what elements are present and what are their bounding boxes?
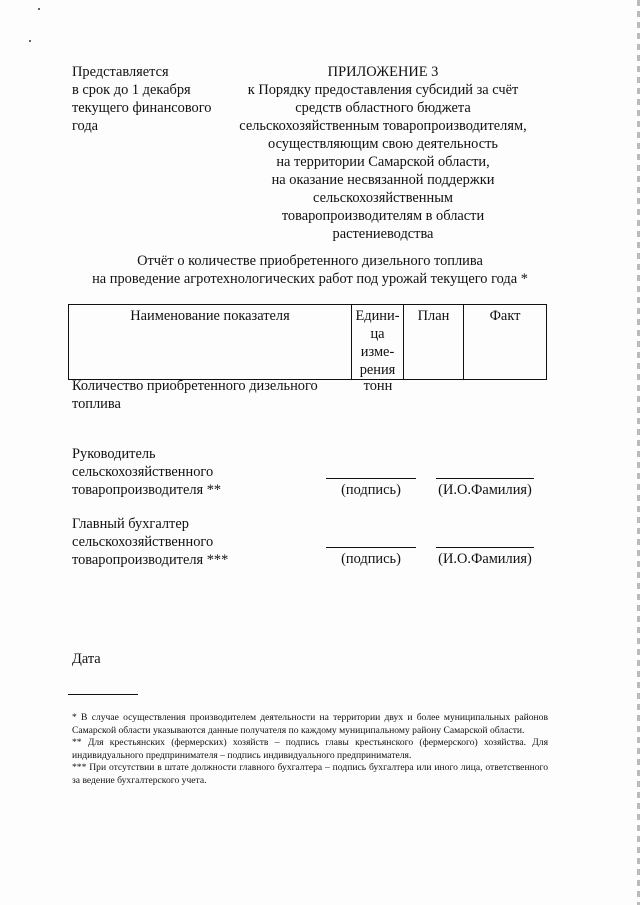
name-line [436, 478, 534, 479]
signature-line [326, 547, 416, 548]
row-indicator-name [72, 377, 362, 413]
row-indicator-line: Количество приобретенного дизельного [72, 378, 318, 394]
signature-role-accountant [72, 515, 312, 569]
name-line [436, 547, 534, 548]
role-line: Руководитель [72, 446, 156, 462]
header-plan: План [404, 305, 464, 380]
appendix-line: сельскохозяйственным [313, 190, 453, 206]
header-unit-line: Едини- [355, 308, 400, 324]
header-fact: Факт [464, 305, 547, 380]
submission-note-line: Представляется [72, 64, 169, 80]
footnote: *** При отсутствии в штате должности главного бухгалтера – подпись бухгалтера или иного лица, ответственного за ведение бухгалтерского учета. [72, 762, 548, 786]
submission-note-line: года [72, 118, 99, 134]
appendix-line: растениеводства [332, 226, 434, 242]
signature-role-head [72, 445, 312, 499]
appendix-line: к Порядку предоставления субсидий за счёт [247, 82, 519, 98]
report-title-line: Отчёт о количестве приобретенного дизельного топлива [137, 253, 483, 269]
role-line: сельскохозяйственного [72, 534, 214, 550]
row-unit: тонн [363, 378, 393, 394]
appendix-header [218, 63, 548, 243]
role-line: сельскохозяйственного [72, 464, 214, 480]
footnote: * В случае осуществления производителем деятельности на территории двух и более муниципальных районов Самарской области указываются данные получателя по каждому муниципальному району Самарской области. [72, 712, 548, 736]
appendix-line: на территории Самарской области, [276, 154, 490, 170]
header-unit-line: ца [370, 326, 385, 342]
role-line: товаропроизводителя ** [72, 482, 222, 498]
report-table [68, 304, 547, 380]
appendix-line: средств областного бюджета [295, 100, 471, 116]
row-indicator-line: топлива [72, 396, 121, 412]
submission-note-line: в срок до 1 декабря [72, 82, 191, 98]
signature-line [326, 478, 416, 479]
appendix-line: товаропроизводителям в области [281, 208, 485, 224]
signature-caption: (подпись) [341, 551, 401, 567]
header-unit-line: изме- [360, 344, 395, 360]
report-title [60, 252, 560, 288]
appendix-line: сельскохозяйственным товаропроизводителям, [239, 118, 527, 134]
name-caption: (И.О.Фамилия) [438, 551, 532, 567]
scan-speck [38, 8, 40, 10]
submission-note [72, 63, 242, 135]
appendix-title: ПРИЛОЖЕНИЕ 3 [327, 64, 439, 80]
role-line: товаропроизводителя *** [72, 552, 229, 568]
signature-caption: (подпись) [341, 482, 401, 498]
header-unit [352, 305, 404, 380]
name-caption: (И.О.Фамилия) [438, 482, 532, 498]
submission-note-line: текущего финансового [72, 100, 212, 116]
date-label: Дата [72, 651, 101, 667]
header-unit-line: рения [359, 362, 396, 378]
role-line: Главный бухгалтер [72, 516, 189, 532]
header-indicator-name: Наименование показателя [69, 305, 352, 380]
footnote-separator [68, 694, 138, 695]
footnotes [72, 712, 548, 787]
footnote: ** Для крестьянских (фермерских) хозяйств – подпись главы крестьянского (фермерского) хозяйства. Для индивидуального предпринимателя – подпись индивидуального предпринимателя. [72, 737, 548, 761]
table-header-row [69, 305, 547, 380]
appendix-line: на оказание несвязанной поддержки [271, 172, 495, 188]
report-title-line: на проведение агротехнологических работ под урожай текущего года * [92, 271, 528, 287]
scan-speck [29, 40, 31, 42]
appendix-line: осуществляющим свою деятельность [268, 136, 498, 152]
